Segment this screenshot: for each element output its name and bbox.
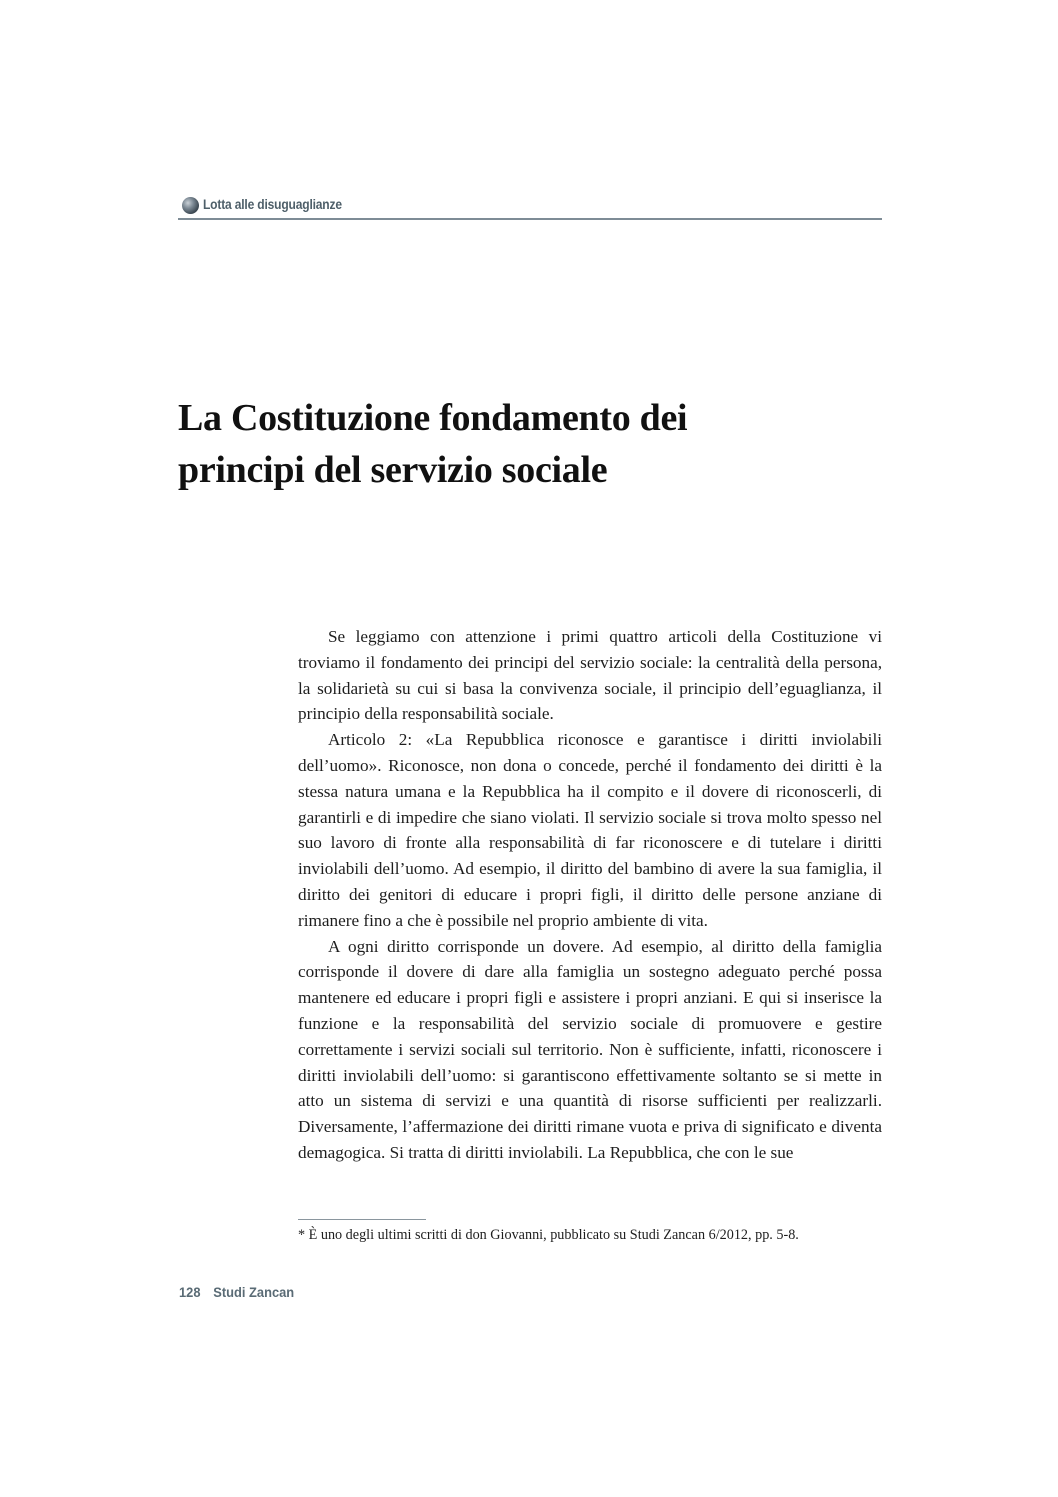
paragraph-2: Articolo 2: «La Repubblica riconosce e garantisce i diritti inviolabili dell’uomo». Riconosce, non dona o concede, perché il fondamento dei diritti è la stessa natura umana e la Repubblica ha il compito e il dovere di riconoscerli, di garantirli e di impedire che siano violati. Il servizio sociale si trova molto spesso nel suo lavoro di fronte alla responsabilità di far riconoscere e di tutelare i diritti inviolabili dell’uomo. Ad esempio, il diritto del bambino di avere la sua famiglia, il diritto dei genitori di educare i propri figli, il diritto delle persone anziane di rimanere fino a che è possibile nel proprio ambiente di vita. <box>298 730 882 930</box>
article-body <box>298 624 882 1166</box>
orb-bullet-icon <box>182 197 199 214</box>
header-rule <box>178 218 882 220</box>
article-title <box>178 392 818 496</box>
paragraph-3: A ogni diritto corrisponde un dovere. Ad esempio, al diritto della famiglia corrisponde il dovere di dare alla famiglia un sostegno adeguato perché possa mantenere ed educare i propri figli e assistere i propri anziani. E qui si inserisce la funzione e la responsabilità del servizio sociale di promuovere e gestire correttamente i servizi sociali sul territorio. Non è sufficiente, infatti, riconoscere i diritti inviolabili dell’uomo: si garantiscono effettivamente soltanto se si mette in atto un sistema di servizi e una quantità di risorse sufficienti per realizzarli. Diversamente, l’affermazione dei diritti rimane vuota e priva di significato e diventa demagogica. Si tratta di diritti inviolabili. La Repubblica, che con le sue <box>298 936 882 1162</box>
running-header <box>178 196 882 220</box>
page-footer <box>179 1283 294 1299</box>
section-title: Lotta alle disuguaglianze <box>203 196 342 212</box>
publication-name: Studi Zancan <box>213 1284 295 1299</box>
title-line-2: principi del servizio sociale <box>178 449 608 491</box>
page-number: 128 <box>179 1284 201 1299</box>
footnote-rule <box>298 1219 426 1220</box>
footnote: * È uno degli ultimi scritti di don Giovanni, pubblicato su Studi Zancan 6/2012, pp. 5-8. <box>298 1227 799 1243</box>
title-line-1: La Costituzione fondamento dei <box>178 397 688 439</box>
paragraph-1: Se leggiamo con attenzione i primi quattro articoli della Costituzione vi troviamo il fondamento dei principi del servizio sociale: la centralità della persona, la solidarietà su cui si basa la convivenza sociale, il principio dell’eguaglianza, il principio della responsabilità sociale. <box>298 627 882 724</box>
